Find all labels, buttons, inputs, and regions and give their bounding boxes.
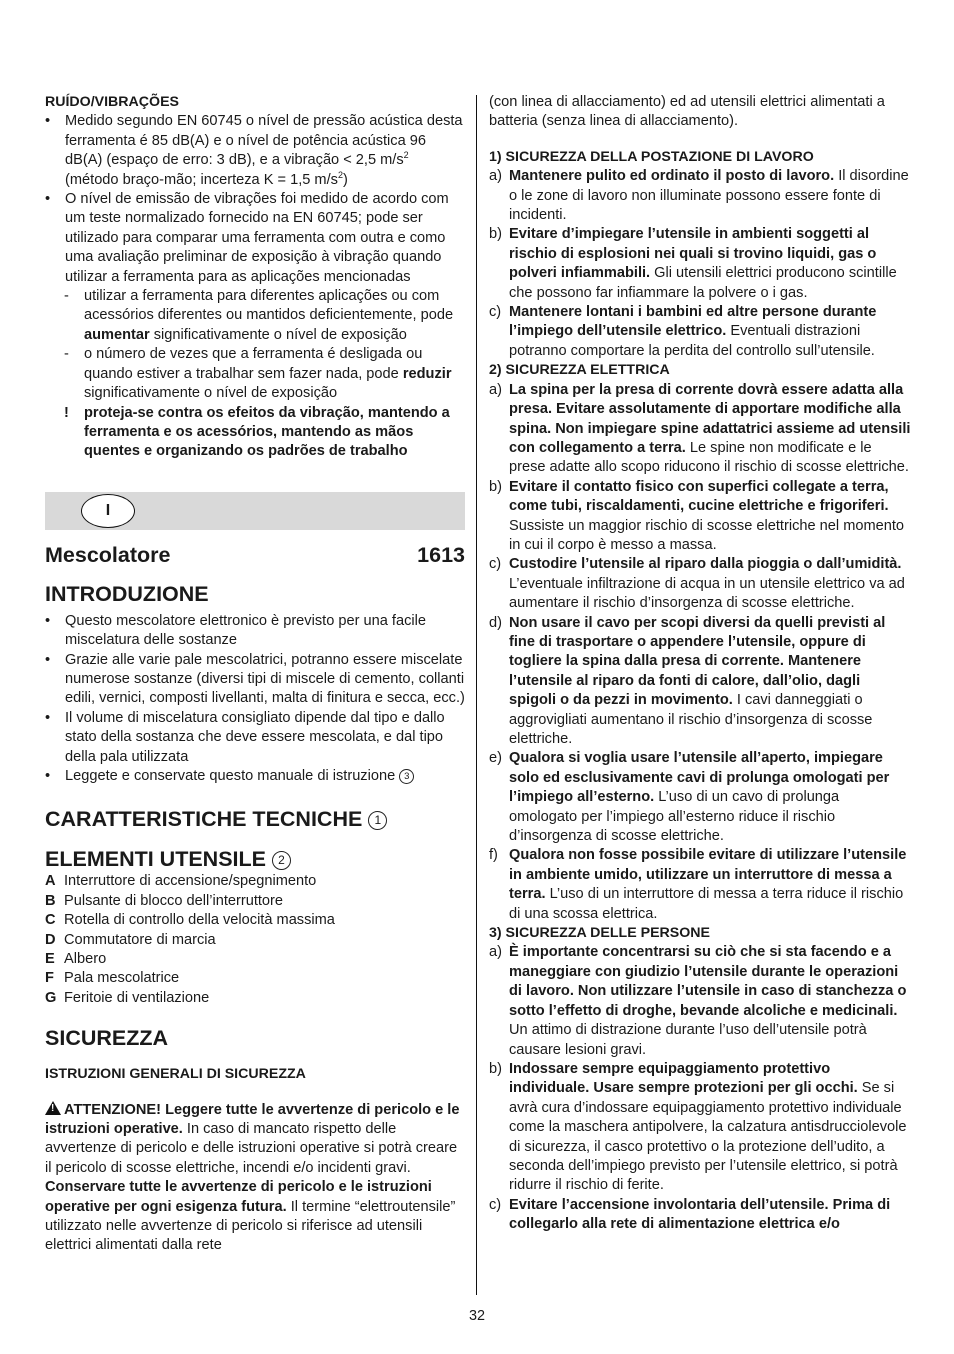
item-marker: a): [489, 168, 502, 185]
noise-text: Medido segundo EN 60745 o nível de pressão acústica desta ferramenta é 85 dB(A) e o nível de potência acústica 96 dB(A) (espaço de erro: 3 dB), e a vibração < 2,5 m/s: [65, 113, 463, 169]
item-marker: f): [489, 847, 498, 864]
list-item: [45, 911, 465, 930]
left-column: [45, 93, 465, 1256]
attention-paragraph: [45, 1101, 465, 1256]
item-marker: b): [489, 1060, 502, 1077]
list-item: [489, 846, 911, 924]
list-item: [45, 969, 465, 988]
legend-key: G: [45, 989, 57, 1006]
legend-text: Pulsante di blocco dell’interruttore: [64, 892, 284, 909]
list-item: [45, 950, 465, 969]
figure-ref: 2: [272, 851, 291, 870]
product-name: Mescolatore: [45, 542, 171, 567]
item-bold: Qualora si voglia usare l’utensile all’aperto, impiegare solo ed esclusivamente cavi di prolunga omologati per l’impiego all’esterno.: [509, 750, 890, 806]
noise-text: significativamente o nível de exposição: [149, 326, 407, 343]
legend-text: Pala mescolatrice: [64, 970, 180, 987]
column-divider: [476, 95, 477, 1295]
superscript: 2: [403, 150, 409, 161]
section-heading: 1) SICUREZZA DELLA POSTAZIONE DI LAVORO: [489, 148, 814, 165]
list-item: [45, 872, 465, 891]
attention-text: Il termine “elettroutensile” utilizzato nelle avvertenze di pericolo si riferisce ad utensili elettrici alimentati dalla rete: [45, 1198, 456, 1254]
item-bold: Qualora non fosse possibile evitare di utilizzare l’utensile in ambiente umido, utilizzare un interruttore di messa a terra.: [509, 847, 907, 903]
noise-text: O nível de emissão de vibrações foi medido de acordo com um teste normalizado fornecido na EN 60745; pode ser utilizado para comparar uma ferramenta com outra e como uma avaliação preliminar de exposição à vibração quando utilizar a ferramenta para as aplicações mencionadas: [65, 191, 449, 285]
intro-bullet: • Leggete e conservate questo manuale di istruzione 3: [45, 767, 465, 786]
item-marker: c): [489, 1196, 502, 1213]
elements-list: [45, 872, 465, 1008]
list-item: [489, 614, 911, 750]
item-bold: È importante concentrarsi su ciò che si sta facendo e a maneggiare con giudizio l’utensile durante le operazioni di lavoro. Non utilizzare l’utensile in caso di stanchezza o sotto l’effetto di droghe, bevande alcoliche e medicinali.: [509, 944, 907, 1019]
item-bold: Indossare sempre equipaggiamento protettivo individuale. Usare sempre protezioni per gli occhi.: [509, 1060, 858, 1097]
superscript: 2: [337, 169, 343, 180]
list-item: [489, 555, 911, 613]
item-bold: Mantenere lontani i bambini ed altre persone durante l’impiego dell’utensile elettrico.: [509, 304, 877, 340]
list-item: [45, 989, 465, 1008]
legend-key: C: [45, 912, 56, 929]
warning-text: proteja-se contra os efeitos da vibração, mantendo a ferramenta e os acessórios, mantendo as mãos quentes e organizando os padrões de trabalho: [84, 404, 450, 460]
item-bold: Evitare il contatto fisico con superfici collegate a terra, come tubi, riscaldamenti, cucine elettriche e frigoriferi.: [509, 478, 889, 515]
elements-heading: [45, 846, 465, 872]
item-text: Un attimo di distrazione durante l’uso dell’utensile potrà causare lesioni gravi.: [509, 1022, 867, 1058]
item-marker: a): [489, 381, 502, 398]
intro-text: Grazie alle varie pale mescolatrici, potranno essere miscelate numerose sostanze (diversi tipi di miscele di cemento, collanti edili, vernici, composti livellanti, malta di finitura e secca, ecc.): [65, 651, 465, 707]
item-text: Sussiste un maggior rischio di scosse elettriche nel momento in cui il corpo è messo a massa.: [509, 517, 905, 553]
list-item: [489, 167, 911, 225]
item-text: I cavi danneggiati o aggrovigliati aumentano il rischio d’insorgenza di scosse elettriche.: [509, 692, 873, 747]
tech-heading-text: CARATTERISTICHE TECNICHE: [45, 807, 363, 832]
tech-heading: [45, 806, 465, 832]
language-badge: I: [81, 494, 135, 528]
product-title-row: [45, 542, 465, 568]
legend-text: Rotella di controllo della velocità massima: [64, 912, 335, 929]
list-item: [489, 303, 911, 361]
item-bold: Evitare d’impiegare l’utensile in ambienti soggetti al rischio di esplosioni nei quali si trovino liquidi, gas o polveri infiammabili.: [509, 226, 877, 282]
item-text: Il disordine o le zone di lavoro non illuminate possono essere fonte di incidenti.: [509, 168, 909, 224]
item-marker: c): [489, 556, 502, 573]
item-bold: Custodire l’utensile al riparo dalla pioggia o dall’umidità.: [509, 556, 902, 573]
legend-text: Interruttore di accensione/spegnimento: [64, 873, 317, 890]
page-number: 32: [468, 1308, 485, 1324]
intro-bullet: • Grazie alle varie pale mescolatrici, potranno essere miscelate numerose sostanze (diversi tipi di miscele di cemento, collanti edili, vernici, composti livellanti, malta di finitura e secca, ecc.): [45, 651, 465, 707]
legend-key: F: [45, 970, 54, 987]
section-heading: 2) SICUREZZA ELETTRICA: [489, 362, 670, 379]
item-marker: d): [489, 614, 502, 631]
product-number: 1613: [417, 542, 465, 567]
right-column: [489, 93, 911, 1235]
item-text: Gli utensili elettrici producono scintille che possono far infiammare la polvere o i gas.: [509, 265, 897, 301]
attention-bold: Conservare tutte le avvertenze di pericolo e le istruzioni operative per ogni esigenza futura.: [45, 1179, 432, 1215]
noise-text: ): [342, 171, 348, 188]
section-heading: 3) SICUREZZA DELLE PERSONE: [489, 925, 710, 942]
noise-bullet: • O nível de emissão de vibrações foi medido de acordo com um teste normalizado fornecido na EN 60745; pode ser utilizado para comparar uma ferramenta com outra e como uma avaliação preliminar de exposição à vibração quando utilizar a ferramenta para as aplicações mencionadas: [45, 191, 449, 285]
item-marker: e): [489, 750, 502, 767]
list-item: [489, 225, 911, 303]
item-text: Se si avrà cura d’indossare equipaggiamento protettivo individuale come la maschera antipolvere, la calzatura antisdrucciolevole di sicurezza, il casco protettivo o la protezione dell’udito, a seconda dell’impiego previsto per l’utensile elettrico, si potrà ridurre il rischio di ferite.: [509, 1080, 907, 1194]
continuation-text: (con linea di allacciamento) ed ad utensili elettrici alimentati a batteria (senza linea di allacciamento).: [489, 94, 885, 130]
list-item: [489, 1060, 911, 1196]
legend-key: D: [45, 931, 56, 948]
item-text: L’uso di un cavo di prolunga omologato per l’impiego all’esterno riduce il rischio d’insorgenza di scosse elettriche.: [509, 789, 840, 845]
legend-key: B: [45, 892, 56, 909]
noise-text: significativamente o nível de exposição: [84, 385, 338, 402]
intro-bullet: • Questo mescolatore elettronico è previsto per una facile miscelatura delle sostanze: [45, 612, 426, 649]
noise-text: o número de vezes que a ferramenta é desligada ou quando estiver a trabalhar sem fazer nada, pode: [84, 346, 423, 382]
noise-bullet: • Medido segundo EN 60745 o nível de pressão acústica desta ferramenta é 85 dB(A) e o nível de potência acústica 96 dB(A) (espaço de erro: 3 dB), e a vibração < 2,5 $m/s^2$ (método braço-mão; incerteza K = 1,5 $m/s^2$): [45, 113, 463, 188]
item-marker: b): [489, 226, 502, 243]
list-item: [45, 892, 465, 911]
item-bold: La spina per la presa di corrente dovrà essere adatta alla presa. Evitare assolutamente di apportare modifiche alla spina. Non impiegare spine adattatrici assieme ad utensili con collegamento a terra.: [509, 381, 911, 456]
language-bar: [45, 492, 465, 530]
legend-text: Feritoie di ventilazione: [64, 989, 210, 1006]
item-text: Eventuali distrazioni potranno comportare la perdita del controllo sull’utensile.: [509, 323, 875, 359]
noise-warning: ! proteja-se contra os efeitos da vibração, mantendo a ferramenta e os acessórios, mantendo as mãos quentes e organizando os padrões de trabalho: [64, 404, 450, 460]
list-item: [489, 1196, 911, 1235]
item-bold: Non usare il cavo per scopi diversi da quelli previsti al fine di trasportare o appendere l’utensile, oppure di togliere la spina dalla presa di corrente. Mantenere l’utensile al riparo da fonti di calore, dall’olio, dagli spigoli o da pezzi in movimento.: [509, 614, 886, 709]
intro-text: Leggete e conservate questo manuale di istruzione: [65, 767, 396, 784]
noise-heading: RUÍDO/VIBRAÇÕES: [45, 94, 180, 110]
legend-text: Commutatore di marcia: [64, 931, 216, 948]
item-text: Le spine non modificate e le prese adatte allo scopo riducono il rischio di scosse elettriche.: [509, 439, 909, 476]
noise-text: utilizar a ferramenta para diferentes aplicações ou com acessórios diferentes ou mantidos deficientemente, pode: [84, 288, 454, 324]
intro-text: Il volume di miscelatura consigliato dipende dal tipo e dallo stato della sostanza che deve essere mescolata, e dal tipo della pala utilizzata: [65, 709, 445, 765]
list-item: [489, 478, 911, 556]
legend-key: E: [45, 951, 55, 967]
warning-triangle-icon: [45, 1101, 61, 1115]
list-item: [489, 943, 911, 1059]
safety-heading: SICUREZZA: [45, 1026, 169, 1051]
intro-list: [45, 612, 465, 787]
item-marker: b): [489, 478, 502, 495]
figure-ref: 3: [399, 769, 414, 784]
emphasis: aumentar: [84, 326, 150, 343]
intro-text: Questo mescolatore elettronico è previsto per una facile miscelatura delle sostanze: [65, 612, 426, 649]
general-safety-heading: ISTRUZIONI GENERALI DI SICUREZZA: [45, 1066, 306, 1083]
item-marker: a): [489, 944, 502, 961]
item-marker: c): [489, 304, 502, 321]
item-bold: Evitare l’accensione involontaria dell’utensile. Prima di collegarlo alla rete di alimentazione elettrica e/o: [509, 1196, 891, 1233]
item-bold: Mantenere pulito ed ordinato il posto di lavoro.: [509, 168, 835, 185]
item-text: L’uso di un interruttore di messa a terra riduce il rischio di una scossa elettrica.: [509, 886, 904, 922]
item-text: L’eventuale infiltrazione di acqua in un utensile elettrico va ad aumentare il rischio d’insorgenza di scosse elettriche.: [509, 575, 905, 612]
emphasis: reduzir: [402, 365, 452, 382]
legend-key: A: [45, 873, 56, 890]
noise-subitem: - o número de vezes que a ferramenta é desligada ou quando estiver a trabalhar sem fazer nada, pode reduzir significativamente o nível de exposição: [64, 346, 452, 402]
elements-heading-text: ELEMENTI UTENSILE: [45, 847, 266, 872]
figure-ref: 1: [368, 811, 387, 830]
legend-text: Albero: [64, 951, 107, 967]
list-item: [489, 381, 911, 478]
list-item: [489, 749, 911, 846]
intro-heading: INTRODUZIONE: [45, 581, 209, 606]
attention-text: In caso di mancato rispetto delle avvertenze di pericolo e delle istruzioni operative si potrà creare il pericolo di scosse elettriche, incendi e/o incidenti gravi.: [45, 1121, 458, 1176]
list-item: [45, 931, 465, 950]
attention-bold: ATTENZIONE! Leggere tutte le avvertenze di pericolo e le istruzioni operative.: [45, 1101, 460, 1138]
noise-subitem: - utilizar a ferramenta para diferentes aplicações ou com acessórios diferentes ou mantidos deficientemente, pode aumentar significativamente o nível de exposição: [64, 288, 454, 343]
noise-text: (método braço-mão; incerteza K = 1,5 m/s: [65, 171, 338, 188]
intro-bullet: • Il volume di miscelatura consigliato dipende dal tipo e dallo stato della sostanza che deve essere mescolata, e dal tipo della pala utilizzata: [45, 709, 445, 765]
